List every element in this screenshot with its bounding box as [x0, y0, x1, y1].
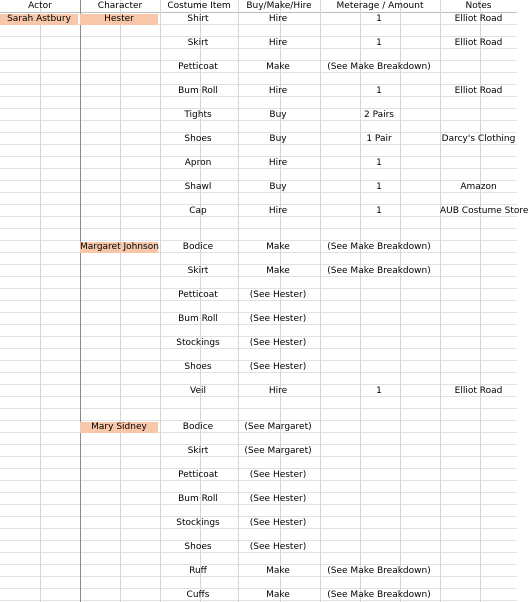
cell-item[interactable]: Shoes — [184, 542, 212, 552]
cell-character[interactable]: Mary Sidney — [80, 422, 158, 433]
cell-item[interactable]: Cuffs — [186, 590, 210, 600]
cell-character[interactable]: Hester — [80, 14, 158, 25]
cell-amount[interactable]: (See Make Breakdown) — [327, 62, 431, 72]
cell-bmh[interactable]: (See Hester) — [249, 470, 307, 480]
cell-amount[interactable]: 1 — [376, 158, 382, 168]
cell-amount[interactable]: 1 — [376, 182, 382, 192]
column-header-notes[interactable]: Notes — [465, 1, 492, 11]
cell-notes[interactable]: AUB Costume Store — [440, 206, 528, 216]
cell-bmh[interactable]: (See Hester) — [249, 290, 307, 300]
cell-notes[interactable]: Elliot Road — [454, 38, 503, 48]
cell-item[interactable]: Bum Roll — [178, 314, 218, 324]
cell-bmh[interactable]: Make — [266, 62, 290, 72]
cell-item[interactable]: Shawl — [184, 182, 212, 192]
cell-item[interactable]: Apron — [184, 158, 212, 168]
cell-notes[interactable]: Elliot Road — [454, 86, 503, 96]
cell-amount[interactable]: 1 — [376, 14, 382, 24]
cell-bmh[interactable]: Hire — [268, 386, 288, 396]
cell-character[interactable]: Margaret Johnson — [80, 242, 159, 252]
cell-item[interactable]: Bum Roll — [178, 494, 218, 504]
cell-bmh[interactable]: Make — [266, 242, 290, 252]
cell-item[interactable]: Petticoat — [178, 290, 218, 300]
cell-bmh[interactable]: Make — [266, 266, 290, 276]
cell-item[interactable]: Stockings — [176, 338, 220, 348]
cell-bmh[interactable]: Hire — [268, 38, 288, 48]
cell-item[interactable]: Ruff — [189, 566, 207, 576]
cell-amount[interactable]: 1 — [376, 86, 382, 96]
cell-bmh[interactable]: Hire — [268, 206, 288, 216]
cell-bmh[interactable]: Hire — [268, 14, 288, 24]
cell-item[interactable]: Skirt — [187, 38, 209, 48]
column-divider — [120, 0, 121, 602]
cell-notes[interactable]: Darcy's Clothing — [441, 134, 516, 144]
cell-item[interactable]: Tights — [184, 110, 212, 120]
column-header-meterage-amount[interactable]: Meterage / Amount — [336, 1, 424, 11]
cell-item[interactable]: Petticoat — [178, 62, 218, 72]
cell-amount[interactable]: 1 — [376, 38, 382, 48]
column-divider — [80, 0, 81, 602]
cell-amount[interactable]: (See Make Breakdown) — [327, 266, 431, 276]
cell-actor[interactable]: Sarah Astbury — [0, 14, 78, 25]
cell-amount[interactable]: 2 Pairs — [363, 110, 394, 120]
cell-item[interactable]: Cap — [189, 206, 207, 216]
cell-item[interactable]: Skirt — [187, 446, 209, 456]
column-header-character[interactable]: Character — [97, 1, 143, 11]
cell-amount[interactable]: (See Make Breakdown) — [327, 590, 431, 600]
cell-bmh[interactable]: (See Hester) — [249, 494, 307, 504]
cell-item[interactable]: Shoes — [184, 134, 212, 144]
column-divider — [40, 0, 41, 602]
cell-bmh[interactable]: Make — [266, 590, 290, 600]
cell-bmh[interactable]: (See Hester) — [249, 314, 307, 324]
column-header-costume-item[interactable]: Costume Item — [167, 1, 231, 11]
cell-item[interactable]: Petticoat — [178, 470, 218, 480]
cell-item[interactable]: Stockings — [176, 518, 220, 528]
cell-bmh[interactable]: (See Hester) — [249, 542, 307, 552]
cell-amount[interactable]: 1 — [376, 206, 382, 216]
cell-bmh[interactable]: Buy — [269, 110, 287, 120]
cell-item[interactable]: Bodice — [182, 242, 214, 252]
cell-bmh[interactable]: Make — [266, 566, 290, 576]
cell-bmh[interactable]: (See Margaret) — [244, 446, 312, 456]
cell-notes[interactable]: Elliot Road — [454, 386, 503, 396]
cell-bmh[interactable]: Hire — [268, 86, 288, 96]
cell-item[interactable]: Veil — [190, 386, 206, 396]
cell-amount[interactable]: (See Make Breakdown) — [327, 566, 431, 576]
cell-bmh[interactable]: Hire — [268, 158, 288, 168]
column-header-buy-make-hire[interactable]: Buy/Make/Hire — [246, 1, 312, 11]
cell-bmh[interactable]: (See Margaret) — [244, 422, 312, 432]
cell-notes[interactable]: Amazon — [460, 182, 497, 192]
cell-notes[interactable]: Elliot Road — [454, 14, 503, 24]
cell-bmh[interactable]: (See Hester) — [249, 518, 307, 528]
cell-amount[interactable]: 1 — [376, 386, 382, 396]
cell-bmh[interactable]: (See Hester) — [249, 362, 307, 372]
cell-item[interactable]: Shirt — [187, 14, 209, 24]
cell-bmh[interactable]: Buy — [269, 182, 287, 192]
cell-item[interactable]: Shoes — [184, 362, 212, 372]
cell-item[interactable]: Bum Roll — [178, 86, 218, 96]
cell-bmh[interactable]: Buy — [269, 134, 287, 144]
cell-amount[interactable]: (See Make Breakdown) — [327, 242, 431, 252]
cell-bmh[interactable]: (See Hester) — [249, 338, 307, 348]
column-header-actor[interactable]: Actor — [28, 1, 52, 11]
cell-amount[interactable]: 1 Pair — [366, 134, 392, 144]
cell-item[interactable]: Skirt — [187, 266, 209, 276]
cell-item[interactable]: Bodice — [182, 422, 214, 432]
